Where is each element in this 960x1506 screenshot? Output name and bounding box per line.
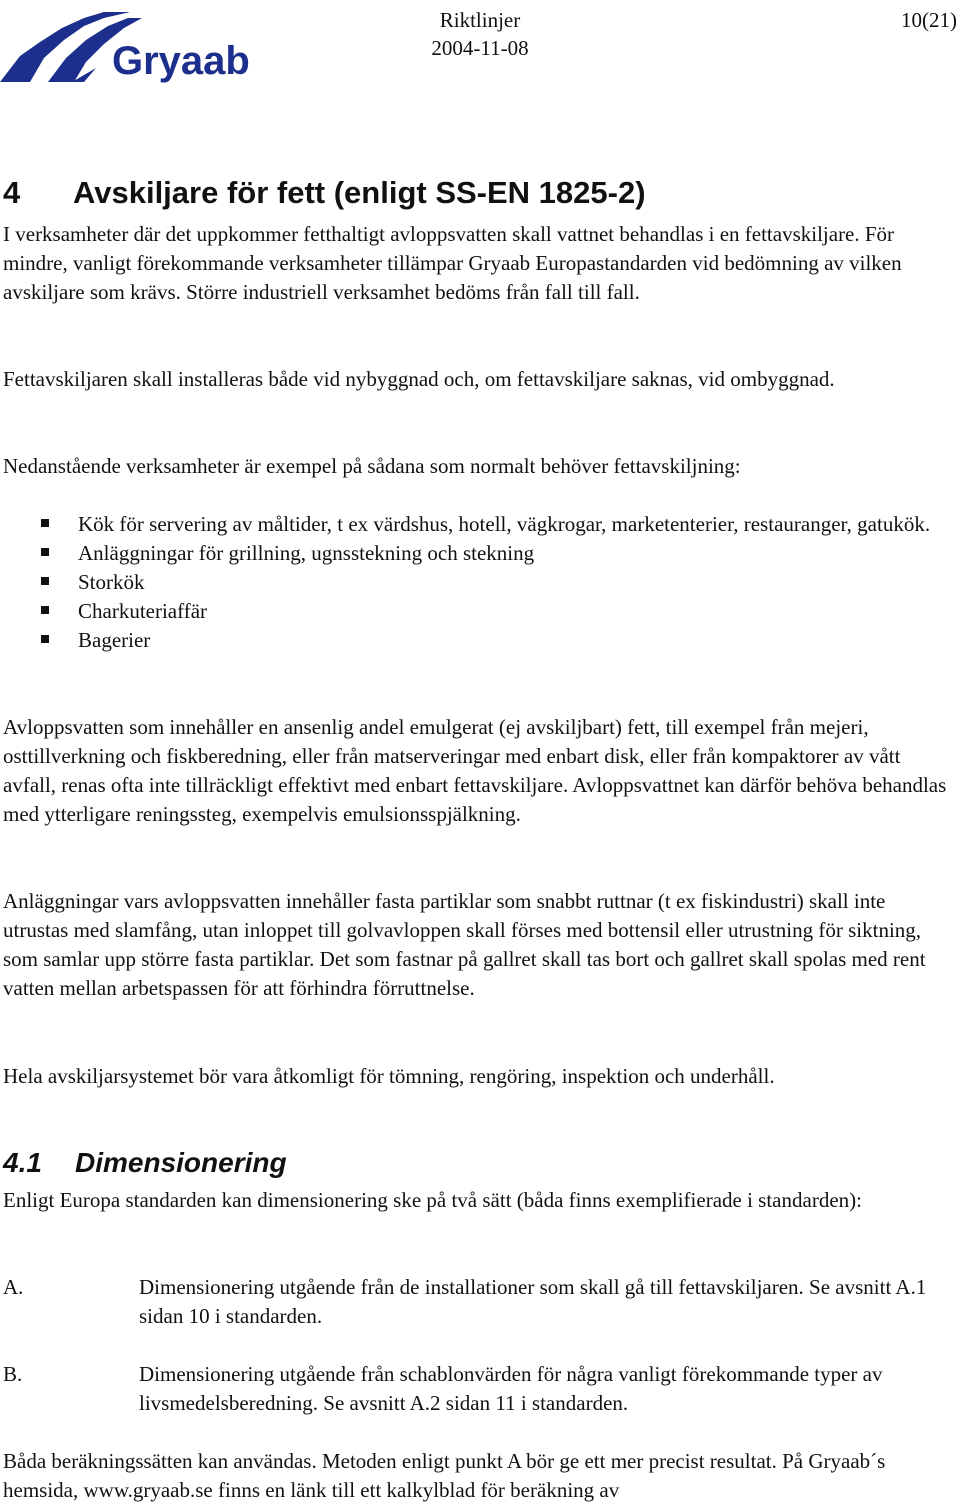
square-bullet-icon [41, 548, 49, 556]
method-text: Dimensionering utgående från schablonvärden för några vanligt förekommande typer av livsmedelsberedning. Se avsnitt A.2 sidan 11 i standarden. [139, 1362, 883, 1415]
method-text: Dimensionering utgående från de installationer som skall gå till fettavskiljaren. Se avsnitt A.1 sidan 10 i standarden. [139, 1275, 927, 1328]
list-item [0, 597, 950, 626]
method-letter: B. [3, 1362, 23, 1386]
subsection-heading [3, 1145, 287, 1181]
subsection-title: Dimensionering [75, 1147, 287, 1178]
paragraph-installation: Fettavskiljaren skall installeras både vid nybyggnad och, om fettavskiljare saknas, vid ombyggnad. [3, 367, 835, 391]
list-item-text: Charkuteriaffär [78, 599, 208, 623]
list-item [0, 626, 950, 655]
list-item [0, 539, 950, 568]
list-item-text: Bagerier [78, 628, 151, 652]
paragraph-emulsified-fat: Avloppsvatten som innehåller en ansenlig andel emulgerat (ej avskiljbart) fett, till exempel från mejeri, osttillverkning och fiskberedning, eller från matserveringar med enbart disk, eller från kompaktorer av vått avfall, renas ofta inte tillräckligt effektivt med enbart fettavskiljare. Avloppsvattnet kan därför behöva behandlas med ytterligare reningssteg, exempelvis emulsionsspjälkning. [3, 715, 947, 826]
list-item-text: Kök för servering av måltider, t ex värdshus, hotell, vägkrogar, marketenterier, restauranger, gatukök. [78, 512, 931, 536]
paragraph-calculation: Båda beräkningssätten kan användas. Metoden enligt punkt A bör ge ett mer precist resultat. På Gryaab´s hemsida, www.gryaab.se finns en länk till ett kalkylblad för beräkning av [3, 1449, 886, 1502]
paragraph-solid-particles: Anläggningar vars avloppsvatten innehåller fasta partiklar som snabbt ruttnar (t ex fiskindustri) skall inte utrustas med slamfång, utan inloppet till golvavloppen skall förses med bottensil eller utrustning för siktning, som samlar upp större fasta partiklar. Det som fastnar på gallret skall tas bort och gallret skall spolas med rent vatten mellan arbetspassen för att förhindra förruttnelse. [3, 889, 926, 1000]
logo-text: Gryaab [112, 39, 250, 83]
section-number: 4 [3, 175, 21, 210]
paragraph-access: Hela avskiljarsystemet bör vara åtkomligt för tömning, rengöring, inspektion och underhåll. [3, 1064, 775, 1088]
paragraph-examples-intro: Nedanstående verksamheter är exempel på sådana som normalt behöver fettavskiljning: [3, 454, 741, 478]
section-heading [3, 174, 646, 212]
business-list [0, 510, 950, 655]
square-bullet-icon [41, 577, 49, 585]
square-bullet-icon [41, 635, 49, 643]
square-bullet-icon [41, 606, 49, 614]
document-type: Riktlinjer [439, 8, 521, 32]
paragraph-intro: I verksamheter där det uppkommer fetthaltigt avloppsvatten skall vattnet behandlas i en fettavskiljare. För mindre, vanligt förekommande verksamheter tillämpar Gryaab Europastandarden vid bedömning av vilken avskiljare som krävs. Större industriell verksamhet bedöms från fall till fall. [3, 222, 902, 304]
page-number: 10(21) [901, 8, 957, 32]
section-title: Avskiljare för fett (enligt SS-EN 1825-2) [73, 175, 646, 210]
list-item [0, 568, 950, 597]
method-item [0, 1360, 955, 1418]
square-bullet-icon [41, 519, 49, 527]
paragraph-dimensioning-intro: Enligt Europa standarden kan dimensionering ske på två sätt (båda finns exemplifierade i standarden): [3, 1188, 862, 1212]
list-item-text: Anläggningar för grillning, ugnsstekning och stekning [78, 541, 535, 565]
list-item-text: Storkök [78, 570, 145, 594]
list-item [0, 510, 950, 539]
document-date: 2004-11-08 [431, 36, 529, 60]
method-item [0, 1273, 955, 1331]
logo-mark [0, 4, 300, 84]
subsection-number: 4.1 [3, 1147, 42, 1178]
method-letter: A. [3, 1275, 24, 1299]
gryaab-logo [0, 4, 300, 84]
